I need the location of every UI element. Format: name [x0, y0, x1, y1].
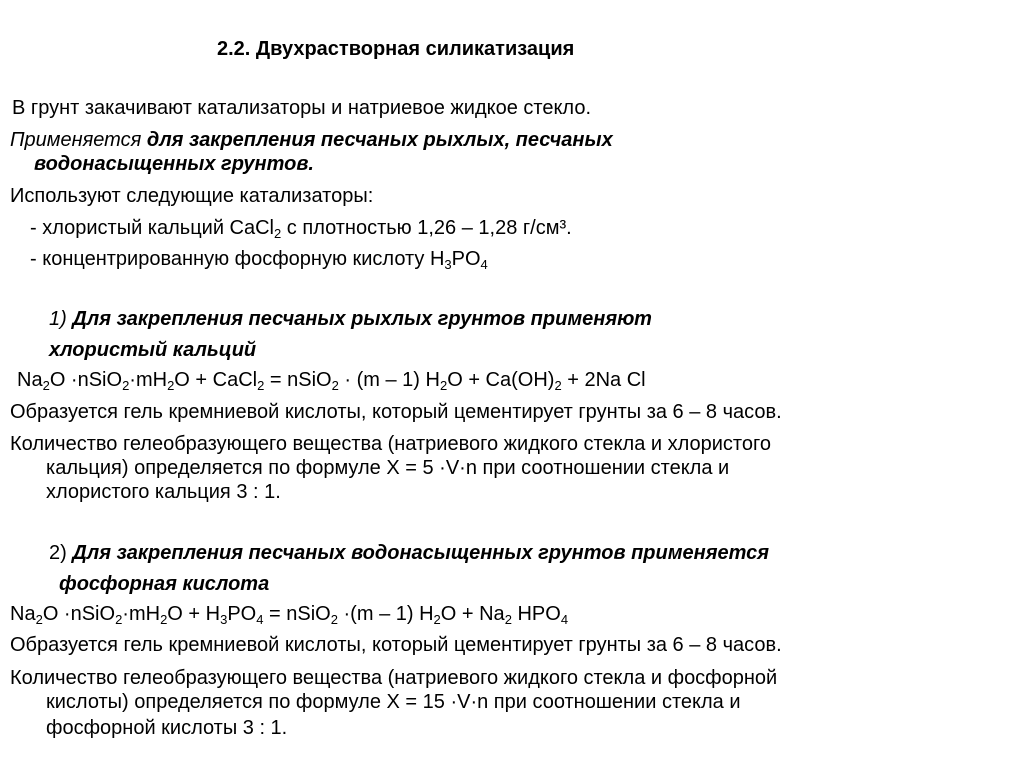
section1-quantity-line1: Количество гелеобразующего вещества (натриевого жидкого стекла и хлористого	[10, 433, 771, 455]
section1-heading-line2: хлористый кальций	[49, 339, 257, 361]
section2-quantity-line3: фосфорной кислоты 3 : 1.	[46, 717, 288, 739]
catalyst-item-phosphoric-acid: - концентрированную фосфорную кислоту $H_3PO_4$	[30, 248, 488, 272]
section2-quantity-line1: Количество гелеобразующего вещества (натриевого жидкого стекла и фосфорной	[10, 667, 778, 689]
section1-quantity-line3: хлористого кальция 3 : 1.	[46, 481, 281, 503]
section2-equation: $Na_2O$ $\cdot nSiO_2\cdot mH_2O + H_3PO_4$ = nSiO$_2$ ·(m – 1) $H_2O + Na_2$ $HPO_4$	[10, 603, 569, 627]
section2-gel-text: Образуется гель кремниевой кислоты, который цементирует грунты за 6 – 8 часов.	[10, 634, 782, 656]
application-label: Применяется	[10, 129, 142, 151]
application-line1	[10, 128, 613, 152]
section2-heading-line1	[49, 541, 769, 565]
section1-heading-line1	[49, 307, 652, 331]
section1-gel-text: Образуется гель кремниевой кислоты, который цементирует грунты за 6 – 8 часов.	[10, 401, 782, 423]
catalyst-item-calcium-chloride: - хлористый кальций CaCl$_2$ с плотностью 1,26 – 1,28 г/см³.	[30, 217, 572, 241]
section1-number: 1)	[49, 308, 67, 330]
intro-paragraph: В грунт закачивают катализаторы и натриевое жидкое стекло.	[12, 97, 591, 119]
application-line2: водонасыщенных грунтов.	[34, 153, 314, 175]
section1-heading: Для закрепления песчаных рыхлых грунтов применяют	[72, 308, 652, 330]
section2-heading-line2: фосфорная кислота	[59, 573, 270, 595]
application-text: для закрепления песчаных рыхлых, песчаных	[146, 129, 613, 151]
section1-equation: $Na_2O$ $\cdot nSiO_2\cdot mH_2O$ + CaCl$_2$ = nSiO$_2$ · (m – 1) $H_2O + Ca(OH)_2 + 2Na$ Cl	[17, 369, 646, 393]
section2-heading: Для закрепления песчаных водонасыщенных грунтов применяется	[72, 542, 770, 564]
section1-quantity-line2: кальция) определяется по формуле X = 5 ·V·n при соотношении стекла и	[46, 457, 730, 479]
page-title: 2.2. Двухрастворная силикатизация	[217, 38, 575, 60]
catalysts-heading: Используют следующие катализаторы:	[10, 185, 374, 207]
section2-quantity-line2: кислоты) определяется по формуле X = 15 ·V·n при соотношении стекла и	[46, 691, 741, 713]
section2-number: 2)	[49, 542, 67, 564]
